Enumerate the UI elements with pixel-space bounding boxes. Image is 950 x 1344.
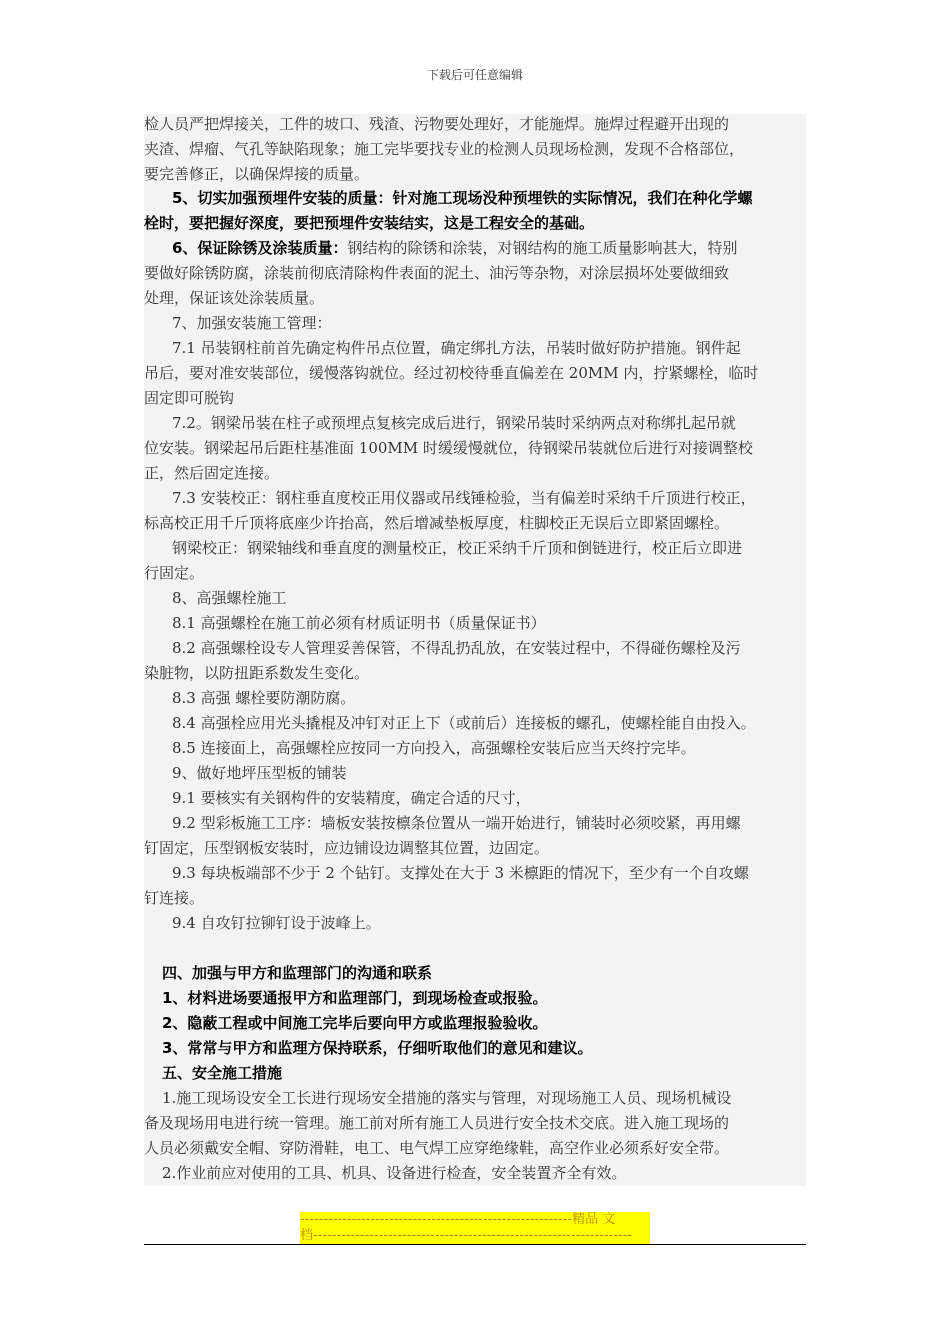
text-line: 四、加强与甲方和监理部门的沟通和联系 [162, 964, 433, 982]
text-line: 7、加强安装施工管理： [172, 314, 332, 332]
footer-watermark-line2: 档-------------------------------------------------------------------- [300, 1228, 650, 1244]
text-line [144, 238, 806, 258]
text-line: 要完善修正，以确保焊接的质量。 [144, 165, 370, 183]
text-line: 钉固定，压型钢板安装时，应边铺设边调整其位置，边固定。 [144, 839, 550, 857]
text-line: 行固定。 [144, 564, 205, 582]
footer-divider [144, 1244, 806, 1245]
text-line: 5、切实加强预埋件安装的质量：针对施工现场没种预埋铁的实际情况，我们在种化学螺 [172, 189, 753, 207]
text-line: 7.1 吊装钢柱前首先确定构件吊点位置，确定绑扎方法，吊装时做好防护措施。钢件起 [172, 339, 741, 357]
text-line: 9.4 自攻钉拉铆钉设于波峰上。 [172, 914, 381, 932]
text-line: 染脏物，以防扭距系数发生变化。 [144, 664, 370, 682]
text-line: 2.作业前应对使用的工具、机具、设备进行检查，安全装置齐全有效。 [162, 1164, 627, 1182]
text-line: 8.4 高强栓应用光头撬棍及冲钉对正上下（或前后）连接板的螺孔，使螺栓能自由投入。 [172, 714, 756, 732]
text-line: 1、材料进场要通报甲方和监理部门，到现场检查或报验。 [162, 989, 548, 1007]
header-note: 下载后可任意编辑 [426, 68, 523, 82]
text-line: 7.3 安装校正：钢柱垂直度校正用仪器或吊线锤检验，当有偏差时采纳千斤顶进行校正， [172, 489, 756, 507]
text-line: 9.2 型彩板施工工序：墙板安装按檩条位置从一端开始进行，铺装时必须咬紧，再用螺 [172, 814, 741, 832]
text-line: 钉连接。 [144, 889, 205, 907]
text-line: 夹渣、焊瘤、气孔等缺陷现象；施工完毕要找专业的检测人员现场检测，发现不合格部位， [144, 140, 745, 158]
text-line: 2、隐蔽工程或中间施工完毕后要向甲方或监理报验验收。 [162, 1014, 548, 1032]
text-line: 9、做好地坪压型板的铺装 [172, 764, 347, 782]
document-body [144, 114, 806, 1186]
text-line-body: 钢结构的除锈和涂装，对钢结构的施工质量影响甚大，特别 [347, 239, 738, 257]
footer-watermark-line1: ----------------------------------------------------------精品 文 [300, 1212, 650, 1228]
text-line-heading: 6、保证除锈及涂装质量： [172, 239, 348, 257]
text-line: 9.1 要核实有关钢构件的安装精度，确定合适的尺寸， [172, 789, 531, 807]
text-line: 栓时，要把握好深度，要把预埋件安装结实，这是工程安全的基础。 [144, 214, 595, 232]
text-line: 1.施工现场设安全工长进行现场安全措施的落实与管理，对现场施工人员、现场机械设 [162, 1089, 732, 1107]
text-line: 7.2。钢梁吊装在柱子或预埋点复核完成后进行，钢梁吊装时采纳两点对称绑扎起吊就 [172, 414, 736, 432]
text-line: 8.2 高强螺栓设专人管理妥善保管，不得乱扔乱放，在安装过程中，不得碰伤螺栓及污 [172, 639, 741, 657]
text-line: 要做好除锈防腐，涂装前彻底清除构件表面的泥土、油污等杂物，对涂层损坏处要做细致 [144, 264, 730, 282]
text-line: 钢梁校正：钢梁轴线和垂直度的测量校正，校正采纳千斤顶和倒链进行，校正后立即进 [172, 539, 743, 557]
text-line: 正，然后固定连接。 [144, 464, 280, 482]
text-line: 备及现场用电进行统一管理。施工前对所有施工人员进行安全技术交底。进入施工现场的 [144, 1114, 730, 1132]
text-line: 吊后，要对准安装部位，缓慢落钩就位。经过初校待垂直偏差在 20MM 内，拧紧螺栓，临时 [144, 364, 759, 382]
text-line: 处理，保证该处涂装质量。 [144, 289, 325, 307]
text-line: 标高校正用千斤顶将底座少许抬高，然后增减垫板厚度，柱脚校正无误后立即紧固螺栓。 [144, 514, 730, 532]
text-line: 检人员严把焊接关，工件的坡口、残渣、污物要处理好，才能施焊。施焊过程避开出现的 [144, 115, 730, 133]
text-line: 8.3 高强 螺栓要防潮防腐。 [172, 689, 356, 707]
text-line: 五、安全施工措施 [162, 1064, 283, 1082]
text-line: 8.5 连接面上，高强螺栓应按同一方向投入，高强螺栓安装后应当天终拧完毕。 [172, 739, 696, 757]
text-line: 固定即可脱钩 [144, 389, 235, 407]
text-line: 9.3 每块板端部不少于 2 个钻钉。支撑处在大于 3 米檩距的情况下，至少有一个自攻螺 [172, 864, 749, 882]
text-line: 位安装。钢梁起吊后距柱基准面 100MM 时缓缓慢就位，待钢梁吊装就位后进行对接调整校 [144, 439, 753, 457]
text-line: 3、常常与甲方和监理方保持联系，仔细听取他们的意见和建议。 [162, 1039, 593, 1057]
text-line: 8.1 高强螺栓在施工前必须有材质证明书（质量保证书） [172, 614, 546, 632]
text-line: 8、高强螺栓施工 [172, 589, 287, 607]
text-line: 人员必须戴安全帽、穿防滑鞋，电工、电气焊工应穿绝缘鞋，高空作业必须系好安全带。 [144, 1139, 730, 1157]
